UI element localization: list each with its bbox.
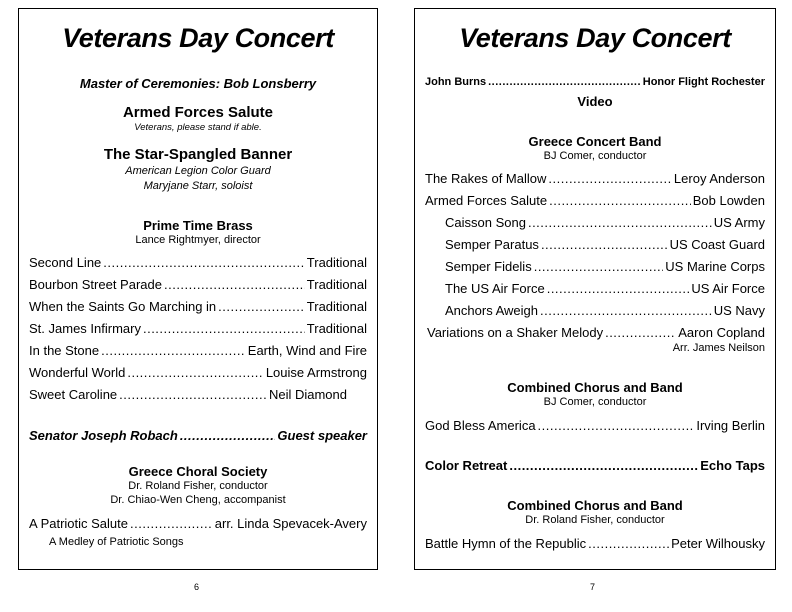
master-of-ceremonies: Master of Ceremonies: Bob Lonsberry	[79, 76, 317, 91]
program-item: Bourbon Street Parade ..... Traditional	[29, 277, 367, 292]
program-item: John Burns ..... Honor Flight Rochester	[425, 76, 765, 88]
combined-2-conductor: Dr. Roland Fisher, conductor	[525, 514, 665, 526]
program-item: Armed Forces Salute ..... Bob Lowden	[425, 193, 765, 208]
brass-director: Lance Rightmyer, director	[135, 234, 261, 246]
section-title-combined-1: Combined Chorus and Band	[507, 380, 683, 395]
combined-1-conductor: BJ Comer, conductor	[543, 396, 647, 408]
salute-title: Armed Forces Salute	[122, 104, 274, 121]
medley-note: A Medley of Patriotic Songs	[49, 536, 184, 548]
page-title: Veterans Day Concert	[62, 23, 334, 53]
choral-accompanist: Dr. Chiao-Wen Cheng, accompanist	[110, 494, 286, 506]
anthem-color-guard: American Legion Color Guard	[125, 165, 271, 177]
section-title-combined-2: Combined Chorus and Band	[507, 498, 683, 513]
choral-conductor: Dr. Roland Fisher, conductor	[128, 480, 268, 492]
program-subitem: Semper Fidelis ..... US Marine Corps	[445, 259, 765, 274]
program-subitem: Semper Paratus ..... US Coast Guard	[445, 237, 765, 252]
section-title-choral: Greece Choral Society	[128, 464, 268, 479]
program-item: The Rakes of Mallow ..... Leroy Anderson	[425, 171, 765, 186]
program-item: Second Line ..... Traditional	[29, 255, 367, 270]
anthem-title: The Star-Spangled Banner	[103, 146, 293, 163]
program-item: St. James Infirmary ..... Traditional	[29, 321, 367, 336]
program-item: Battle Hymn of the Republic ..... Peter Wilhousky	[425, 536, 765, 551]
program-page-left	[18, 8, 378, 570]
program-subitem: Caisson Song ..... US Army	[445, 215, 765, 230]
program-item: When the Saints Go Marching in ..... Traditional	[29, 299, 367, 314]
program-item: Variations on a Shaker Melody ..... Aaron Copland	[427, 325, 765, 340]
program-subitem: Anchors Aweigh ..... US Navy	[445, 303, 765, 318]
video-label: Video	[577, 94, 613, 109]
program-item: A Patriotic Salute ..... arr. Linda Spevacek-Avery	[29, 516, 367, 531]
salute-note: Veterans, please stand if able.	[134, 122, 262, 133]
program-page-right	[414, 8, 776, 570]
page-number-right: 7	[590, 582, 596, 592]
color-retreat-line: Color Retreat ..... Echo Taps	[425, 458, 765, 473]
program-item: In the Stone ..... Earth, Wind and Fire	[29, 343, 367, 358]
page-number-left: 6	[194, 582, 200, 592]
program-item: Wonderful World ..... Louise Armstrong	[29, 365, 367, 380]
program-subitem: The US Air Force ..... US Air Force	[445, 281, 765, 296]
shaker-arranger: Arr. James Neilson	[672, 342, 765, 354]
section-title-band: Greece Concert Band	[528, 134, 662, 149]
program-item: Sweet Caroline ..... Neil Diamond	[29, 387, 347, 402]
page-title: Veterans Day Concert	[459, 23, 731, 53]
anthem-soloist: Maryjane Starr, soloist	[143, 180, 253, 192]
band-conductor: BJ Comer, conductor	[543, 150, 647, 162]
program-item: God Bless America ..... Irving Berlin	[425, 418, 765, 433]
section-title-brass: Prime Time Brass	[143, 218, 253, 233]
guest-speaker-line: Senator Joseph Robach ..... Guest speaker	[29, 428, 367, 443]
